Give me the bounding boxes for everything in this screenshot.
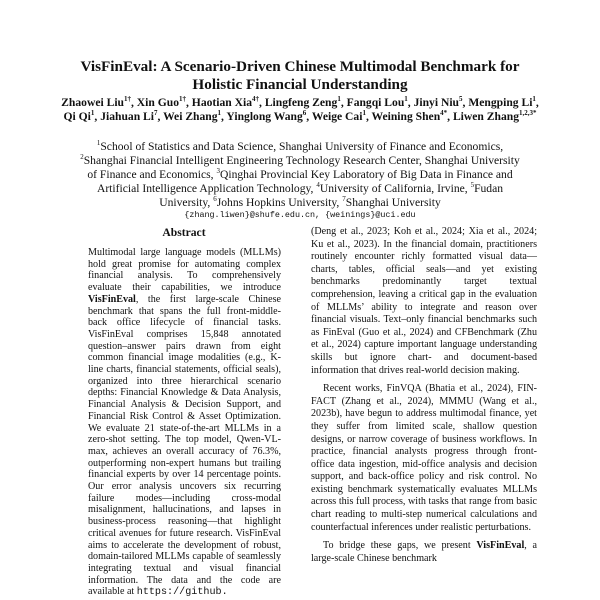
author-list: Zhaowei Liu$^{1\dagger}$, Xin Guo$^{1\dagger}$, Haotian Xia$^{4\dagger}$, Lingfeng Zeng$^1$, Fangqi Lou$^1$, Jinyi Niu$^5$, Mengping Li$^1$, Qi Qi$^1$, Jiahuan Li$^7$, Wei Zhang$^1$, Yinglong Wang$^6$, Weige Cai$^1$, Weining Shen$^{4*}$, Liwen Zhang$^{1,2,3*}$	[61, 95, 539, 123]
abstract-heading: Abstract	[162, 226, 206, 239]
repo-link[interactable]: https://github.	[136, 587, 228, 599]
benchmark-name: VisFinEval	[88, 293, 136, 305]
contact-emails: {zhang.liwen}@shufe.edu.cn, {weinings}@uci.edu	[184, 210, 416, 220]
affiliations: $^1$School of Statistics and Data Science, Shanghai University of Finance and Economics, $^2$Shanghai Financial Intelligent Engineering Technology Research Center, Shanghai University of Finance and Economics, $^3$Qinghai Provincial Key Laboratory of Big Data in Finance and Artificial Intelligence Application Technology, $^4$University of California, Irvine, $^5$Fudan University, $^6$Johns Hopkins University, $^7$Shanghai University	[80, 139, 520, 209]
author: Xin Guo$^{1\dagger}$	[136, 95, 186, 109]
abstract-body: Multimodal large language models (MLLMs) hold great promise for automating complex financial analysis. To comprehensively evaluate their capabilities, we introduce VisFinEval, the first large-scale Chinese benchmark that spans the full front-middle-back office lifecycle of financial tasks. VisFinEval comprises 15,848 annotated question–answer pairs drawn from eight common financial image modalities (e.g., K-line charts, financial statements, official seals), organized into three hierarchical scenario depths: Financial Knowledge & Data Analysis, Financial Analysis & Decision Support, and Financial Risk Control & Asset Optimization. We evaluate 21 state-of-the-art MLLMs in a zero-shot setting. The top model, Qwen-VL-max, achieves an overall accuracy of 76.3%, outperforming non-expert humans but trailing financial experts by over 14 percentage points. Our error analysis uncovers six recurring failure modes—including cross-modal misalignment, hallucinations, and lapses in business-process reasoning—that highlight critical avenues for future research. VisFinEval aims to accelerate the development of robust, domain-tailored MLLMs capable of seamlessly integrating textual and visual financial information. The data and the code are available at https://github.	[88, 247, 281, 599]
author: Haotian Xia$^{4\dagger}$	[191, 95, 260, 109]
intro-paragraph: To bridge these gaps, we present VisFinEval, a large-scale Chinese benchmark	[311, 540, 538, 564]
title-line-2: Holistic Financial Understanding	[192, 75, 408, 93]
author: Qi Qi$^1$	[63, 109, 95, 123]
author: Weige Cai$^1$	[311, 109, 366, 123]
author: Yinglong Wang$^6$	[226, 109, 307, 123]
paper-title	[40, 58, 560, 93]
introduction-column	[311, 226, 537, 565]
intro-paragraph: (Deng et al., 2023; Koh et al., 2024; Xia et al., 2024; Ku et al., 2023). In the financial domain, practitioners routinely encounter richly formatted visual data—charts, tables, official seals—and yet existing benchmarks predominantly target textual comprehension, leaving a critical gap in the evaluation of MLLMs’ ability to integrate and reason over financial visuals. Text–only financial benchmarks such as FinEval (Guo et al., 2024) and CFBenchmark (Zhu et al., 2024) capture important language understanding skills but ignore chart- and document-based information that drives real-world decision making.	[311, 226, 537, 376]
intro-paragraph: Recent works, FinVQA (Bhatia et al., 2024), FIN-FACT (Zhang et al., 2024), MMMU (Wang et al., 2023b), have begun to address multimodal finance, yet they suffer from limited scale, shallow question designs, or narrow coverage of business workflows. In practice, financial analysts progress through front-office data ingestion, mid-office analysis and decision support, and back-office policy and risk control. No existing benchmark systematically evaluates MLLMs across this full process, with tasks that range from basic chart reading to multi-step numerical calculations and counterfactual inferences under realistic perturbations.	[311, 383, 537, 533]
author: Mengping Li$^1$	[468, 95, 536, 109]
author: Liwen Zhang$^{1,2,3*}$	[452, 109, 537, 123]
title-line-1: VisFinEval: A Scenario-Driven Chinese Multimodal Benchmark for	[80, 58, 520, 75]
author: Jinyi Niu$^5$	[413, 95, 463, 109]
author: Jiahuan Li$^7$	[100, 109, 158, 123]
author: Zhaowei Liu$^{1\dagger}$	[61, 95, 131, 109]
author: Wei Zhang$^1$	[163, 109, 222, 123]
author: Weining Shen$^{4*}$	[371, 109, 448, 123]
author: Lingfeng Zeng$^1$	[264, 95, 341, 109]
author: Fangqi Lou$^1$	[346, 95, 408, 109]
